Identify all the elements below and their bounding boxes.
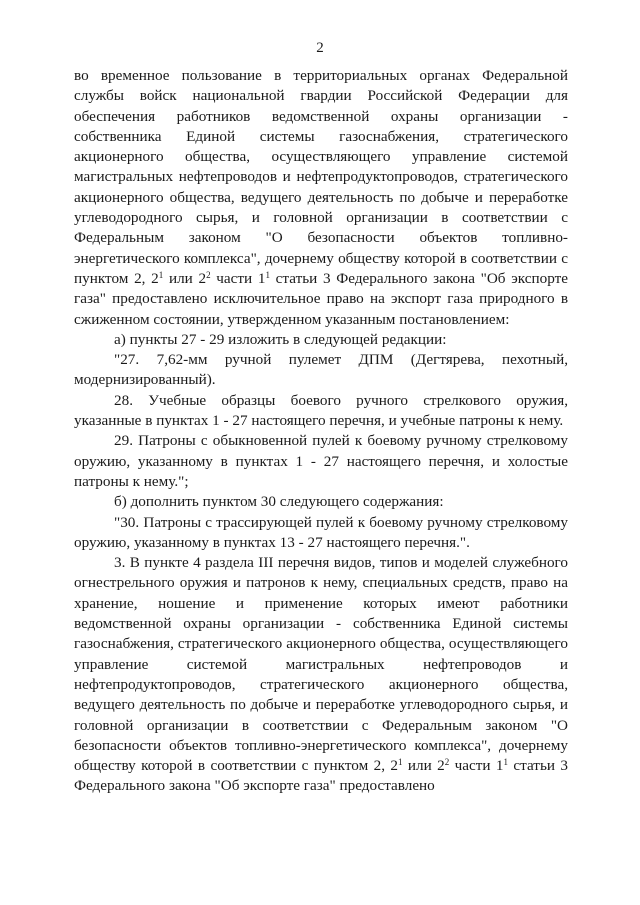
text-segment: во временное пользование в территориальных органах Федеральной службы войск национальной гвардии Российской Федерации для обеспечения работников ведомственной охраны организации - собственника Единой системы газоснабжения, стратегического акционерного общества, осуществляющего управление системой магистральных нефтепроводов и нефтепродуктопроводов, стратегического акционерного общества, ведущего деятельность по добыче и переработке углеводородного сырья, и головной организации в соответствии с Федеральным законом "О безопасности объектов топливно-энергетического комплекса", дочернему обществу которой в соответствии с пунктом 2, 2 bbox=[74, 67, 568, 287]
text-segment: а) пункты 27 - 29 изложить в следующей редакции: bbox=[114, 330, 447, 348]
superscript: 2 bbox=[444, 757, 450, 768]
paragraph bbox=[74, 492, 568, 512]
text-segment: б) дополнить пунктом 30 следующего содержания: bbox=[114, 493, 444, 511]
superscript: 1 bbox=[158, 269, 164, 280]
text-segment: 28. Учебные образцы боевого ручного стрелкового оружия, указанные в пунктах 1 - 27 настоящего перечня, и учебные патроны к нему. bbox=[74, 391, 568, 430]
text-segment: или 2 bbox=[163, 269, 207, 287]
text-segment: статьи 3 Федерального закона "Об экспорте газа" предоставлено bbox=[74, 757, 568, 795]
text-segment: или 2 bbox=[402, 757, 445, 775]
superscript: 2 bbox=[206, 269, 211, 280]
paragraph bbox=[74, 391, 568, 432]
superscript: 1 bbox=[265, 269, 270, 280]
paragraph bbox=[74, 513, 568, 554]
paragraph bbox=[74, 350, 568, 391]
superscript: 1 bbox=[503, 757, 508, 768]
page-number: 2 bbox=[316, 40, 324, 56]
text-segment: статьи 3 Федерального закона "Об экспорте газа" предоставлено исключительное право на экспорт газа природного в сжиженном состоянии, утвержденном указанным постановлением: bbox=[74, 269, 568, 328]
text-segment: "30. Патроны с трассирующей пулей к боевому ручному стрелковому оружию, указанному в пунктах 13 - 27 настоящего перечня.". bbox=[74, 513, 568, 551]
document-body bbox=[74, 66, 568, 797]
paragraph bbox=[74, 66, 568, 330]
text-segment: части 1 bbox=[449, 757, 504, 775]
text-segment: "27. 7,62-мм ручной пулемет ДПМ (Дегтярева, пехотный, модернизированный). bbox=[74, 351, 568, 389]
superscript: 1 bbox=[397, 757, 403, 768]
text-segment: 3. В пункте 4 раздела III перечня видов, типов и моделей служебного огнестрельного оружия и патронов к нему, специальных средств, право на хранение, ношение и применение которых имеют работники ведомственной охраны организации - собственника Единой системы газоснабжения, стратегического акционерного общества, осуществляющего управление системой магистральных нефтепроводов и нефтепродуктопроводов, стратегического акционерного общества, ведущего деятельность по добыче и переработке углеводородного сырья, и головной организации в соответствии с Федеральным законом "О безопасности объектов топливно-энергетического комплекса", дочернему обществу которой в соответствии с пунктом 2, 2 bbox=[74, 554, 568, 775]
text-segment: части 1 bbox=[210, 269, 266, 287]
paragraph bbox=[74, 553, 568, 797]
paragraph bbox=[74, 431, 568, 492]
paragraph bbox=[74, 330, 568, 350]
text-segment: 29. Патроны с обыкновенной пулей к боевому ручному стрелковому оружию, указанному в пунктах 1 - 27 настоящего перечня, и холостые патроны к нему."; bbox=[74, 432, 568, 490]
